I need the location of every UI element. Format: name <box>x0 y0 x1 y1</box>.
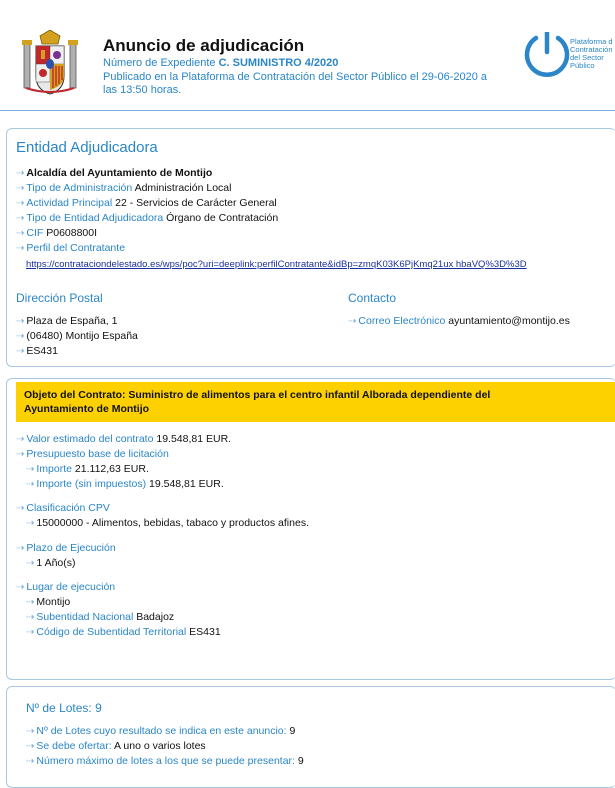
direccion-title: Dirección Postal <box>16 291 103 305</box>
lotes-item-row: ⇢ Se debe ofertar: A uno o varios lotes <box>26 740 206 752</box>
arrow-icon: ⇢ <box>26 464 35 475</box>
arrow-icon: ⇢ <box>16 168 25 179</box>
direccion-line: ⇢ Plaza de España, 1 <box>16 315 118 327</box>
contacto-email-row: ⇢ Correo Electrónico ayuntamiento@montijo.es <box>348 315 570 327</box>
arrow-icon: ⇢ <box>26 726 35 737</box>
arrow-icon: ⇢ <box>26 756 35 767</box>
cpv-row: ⇢ Clasificación CPV <box>16 502 110 514</box>
header-divider <box>0 110 615 111</box>
platform-logo-text: Plataforma d Contratación del Sector Público <box>570 37 613 70</box>
arrow-icon: ⇢ <box>16 346 25 357</box>
arrow-icon: ⇢ <box>26 479 35 490</box>
entidad-field-row: ⇢ Tipo de Entidad Adjudicadora Órgano de Contratación <box>16 212 279 224</box>
arrow-icon: ⇢ <box>16 331 25 342</box>
subentidad-row: ⇢ Subentidad Nacional Badajoz <box>26 611 175 623</box>
arrow-icon: ⇢ <box>26 741 35 752</box>
entidad-field-row: ⇢ Actividad Principal 22 - Servicios de Carácter General <box>16 197 277 209</box>
spain-coat-of-arms-icon <box>22 30 78 98</box>
importe-sin-impuestos-row: ⇢ Importe (sin impuestos) 19.548,81 EUR. <box>26 478 224 490</box>
arrow-icon: ⇢ <box>16 228 25 239</box>
entidad-name: Alcaldía del Ayuntamiento de Montijo <box>26 167 213 179</box>
arrow-icon: ⇢ <box>26 627 35 638</box>
arrow-icon: ⇢ <box>16 183 25 194</box>
perfil-url-row <box>26 258 527 271</box>
document-header <box>0 0 615 112</box>
plazo-value-row: ⇢ 1 Año(s) <box>26 557 76 569</box>
entidad-field-row: ⇢ CIF P0608800I <box>16 227 98 239</box>
codigo-subentidad-row: ⇢ Código de Subentidad Territorial ES431 <box>26 626 221 638</box>
arrow-icon: ⇢ <box>26 518 35 529</box>
direccion-line: ⇢ (06480) Montijo España <box>16 330 138 342</box>
arrow-icon: ⇢ <box>16 543 25 554</box>
arrow-icon: ⇢ <box>16 316 25 327</box>
perfil-contratante-row: ⇢ Perfil del Contratante <box>16 242 126 254</box>
expediente-label: Número de Expediente <box>103 57 216 69</box>
lotes-item-row: ⇢ Nº de Lotes cuyo resultado se indica en este anuncio: 9 <box>26 725 296 737</box>
arrow-icon: ⇢ <box>16 243 25 254</box>
entidad-field-row: ⇢ Tipo de Administración Administración Local <box>16 182 232 194</box>
arrow-icon: ⇢ <box>16 213 25 224</box>
contacto-title: Contacto <box>348 291 397 305</box>
perfil-contratante-link[interactable]: https://contrataciondelestado.es/wps/poc?uri=deeplink:perfilContratante&idBp=zmqK03K6PjKmq21ux hbaVQ%3D%3D <box>26 259 527 270</box>
arrow-icon: ⇢ <box>16 582 25 593</box>
lotes-item-row: ⇢ Número máximo de lotes a los que se puede presentar: 9 <box>26 755 304 767</box>
lugar-value-row: ⇢ Montijo <box>26 596 71 608</box>
arrow-icon: ⇢ <box>26 597 35 608</box>
arrow-icon: ⇢ <box>16 434 25 445</box>
entidad-name-row <box>16 167 212 180</box>
valor-estimado-row: ⇢ Valor estimado del contrato 19.548,81 EUR. <box>16 433 232 445</box>
arrow-icon: ⇢ <box>16 449 25 460</box>
entidad-title: Entidad Adjudicadora <box>16 139 158 156</box>
plazo-row: ⇢ Plazo de Ejecución <box>16 542 116 554</box>
arrow-icon: ⇢ <box>26 612 35 623</box>
objeto-heading: Objeto del Contrato: Suministro de alimentos para el centro infantil Alborada dependiente del Ayuntamiento de Montijo <box>24 389 491 415</box>
published-line-1: Publicado en la Plataforma de Contratación del Sector Público el 29-06-2020 a <box>103 71 488 83</box>
arrow-icon: ⇢ <box>16 198 25 209</box>
lotes-title: Nº de Lotes: 9 <box>26 701 102 715</box>
contacto-email: ayuntamiento@montijo.es <box>448 315 570 327</box>
page-title: Anuncio de adjudicación <box>103 36 305 55</box>
arrow-icon: ⇢ <box>26 558 35 569</box>
objeto-heading-banner <box>16 382 615 422</box>
direccion-line: ⇢ ES431 <box>16 345 58 357</box>
importe-row: ⇢ Importe 21.112,63 EUR. <box>26 463 149 475</box>
expediente-value: C. SUMINISTRO 4/2020 <box>218 57 339 69</box>
cpv-value-row: ⇢ 15000000 - Alimentos, bebidas, tabaco y productos afines. <box>26 517 309 529</box>
arrow-icon: ⇢ <box>16 503 25 514</box>
lugar-row: ⇢ Lugar de ejecución <box>16 581 116 593</box>
published-line-2: las 13:50 horas. <box>103 84 182 96</box>
expediente-line <box>103 57 338 70</box>
arrow-icon: ⇢ <box>348 316 357 327</box>
presupuesto-row: ⇢ Presupuesto base de licitación <box>16 448 169 460</box>
